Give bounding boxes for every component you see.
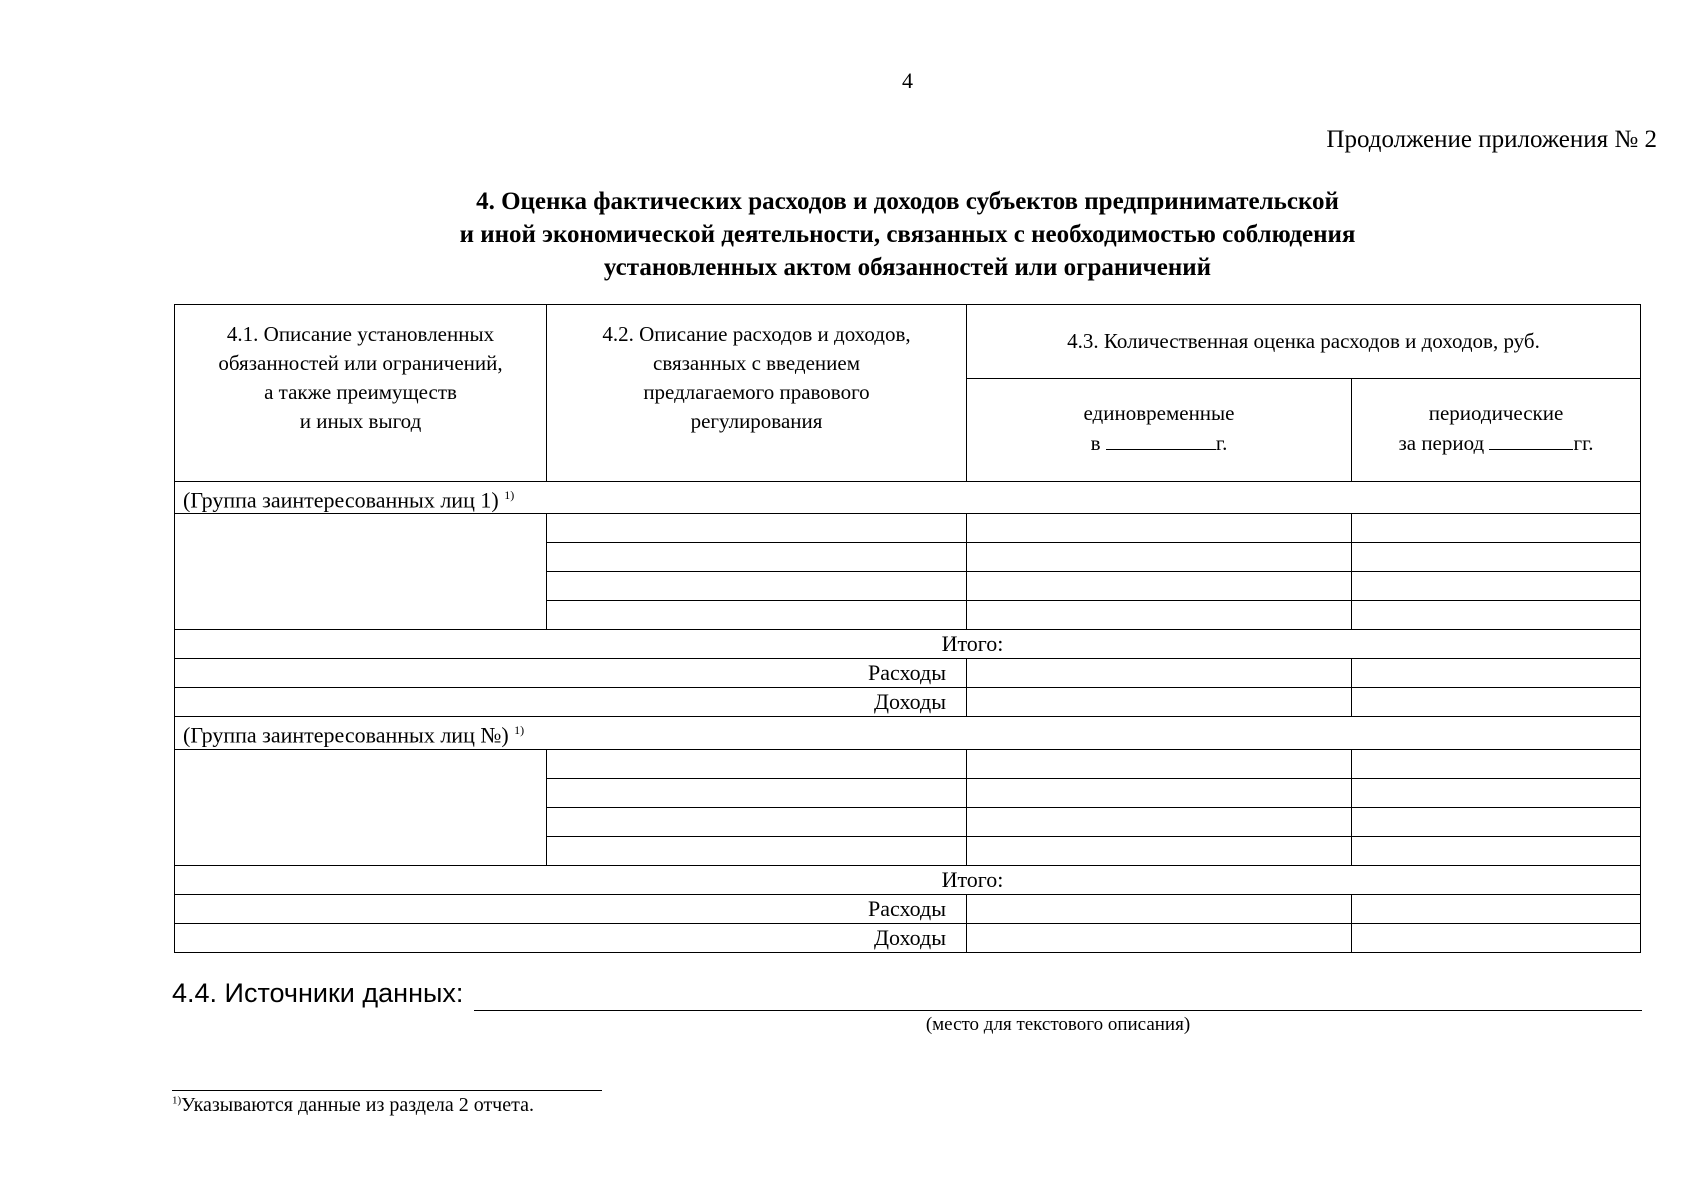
table-cell[interactable] xyxy=(1352,514,1641,543)
table-cell[interactable] xyxy=(967,778,1352,807)
section-title xyxy=(300,185,1515,284)
table-cell[interactable] xyxy=(1352,894,1641,923)
appendix-continuation-note: Продолжение приложения № 2 xyxy=(1326,126,1657,153)
table-cell[interactable] xyxy=(967,601,1352,630)
group-1-income-label: Доходы xyxy=(175,688,967,717)
footnote-mark: 1) xyxy=(172,1094,182,1107)
table-cell[interactable] xyxy=(967,923,1352,952)
table-cell[interactable] xyxy=(967,688,1352,717)
table-cell[interactable] xyxy=(1352,601,1641,630)
data-sources-hint: (место для текстового описания) xyxy=(925,1014,1191,1035)
col-header-cost-description: 4.2. Описание расходов и доходов, связанных с введением предлагаемого правового регулирования xyxy=(547,305,967,482)
table-cell[interactable] xyxy=(967,514,1352,543)
table-cell[interactable] xyxy=(1352,836,1641,865)
table-cell[interactable] xyxy=(1352,807,1641,836)
group-1-total-row: Итого: xyxy=(175,630,1641,659)
table-cell[interactable] xyxy=(967,836,1352,865)
table-cell[interactable] xyxy=(1352,749,1641,778)
footnote-divider xyxy=(172,1090,602,1091)
table-cell[interactable] xyxy=(967,807,1352,836)
group-1-header: (Группа заинтересованных лиц 1) $^{1)}$ xyxy=(175,482,1641,514)
period-blank[interactable] xyxy=(1489,428,1573,450)
table-cell[interactable] xyxy=(1352,778,1641,807)
data-sources-label: 4.4. Источники данных: xyxy=(172,978,464,1008)
footnote xyxy=(172,1094,534,1117)
table-cell[interactable] xyxy=(1352,688,1641,717)
table-cell[interactable] xyxy=(547,778,967,807)
table-cell[interactable] xyxy=(967,572,1352,601)
table-cell[interactable] xyxy=(547,601,967,630)
subheader-one-time: единовременные в г. xyxy=(967,379,1352,482)
cost-income-table xyxy=(174,304,1641,953)
table-cell[interactable] xyxy=(547,749,967,778)
section-title-line-1: 4. Оценка фактических расходов и доходов субъектов предпринимательской xyxy=(476,188,1339,215)
page-number: 4 xyxy=(902,68,913,93)
section-title-line-3: установленных актом обязанностей или ограничений xyxy=(603,254,1212,281)
group-1-obligations-cell[interactable] xyxy=(175,514,547,630)
group-1-expenses-label: Расходы xyxy=(175,659,967,688)
group-2-header: (Группа заинтересованных лиц №) $^{1)}$ xyxy=(175,717,1641,749)
subheader-periodic: периодические за период гг. xyxy=(1352,379,1641,482)
group-2-obligations-cell[interactable] xyxy=(175,749,547,865)
group-2-income-label: Доходы xyxy=(175,923,967,952)
table-cell[interactable] xyxy=(1352,543,1641,572)
year-blank[interactable] xyxy=(1106,428,1216,450)
table-cell[interactable] xyxy=(1352,572,1641,601)
table-cell[interactable] xyxy=(1352,659,1641,688)
section-title-line-2: и иной экономической деятельности, связанных с необходимостью соблюдения xyxy=(459,221,1356,248)
table-cell[interactable] xyxy=(547,572,967,601)
data-sources-field[interactable] xyxy=(474,1010,1642,1011)
table-cell[interactable] xyxy=(547,543,967,572)
table-cell[interactable] xyxy=(547,836,967,865)
table-cell[interactable] xyxy=(1352,923,1641,952)
group-2-total-row: Итого: xyxy=(175,865,1641,894)
table-cell[interactable] xyxy=(967,894,1352,923)
group-2-expenses-label: Расходы xyxy=(175,894,967,923)
table-cell[interactable] xyxy=(967,659,1352,688)
table-cell[interactable] xyxy=(967,543,1352,572)
col-header-quantitative: 4.3. Количественная оценка расходов и доходов, руб. xyxy=(967,305,1641,379)
footnote-text: Указываются данные из раздела 2 отчета. xyxy=(181,1094,534,1116)
table-cell[interactable] xyxy=(547,514,967,543)
table-cell[interactable] xyxy=(967,749,1352,778)
table-cell[interactable] xyxy=(547,807,967,836)
col-header-obligations: 4.1. Описание установленных обязанностей или ограничений, а также преимуществ и иных выгод xyxy=(175,305,547,482)
